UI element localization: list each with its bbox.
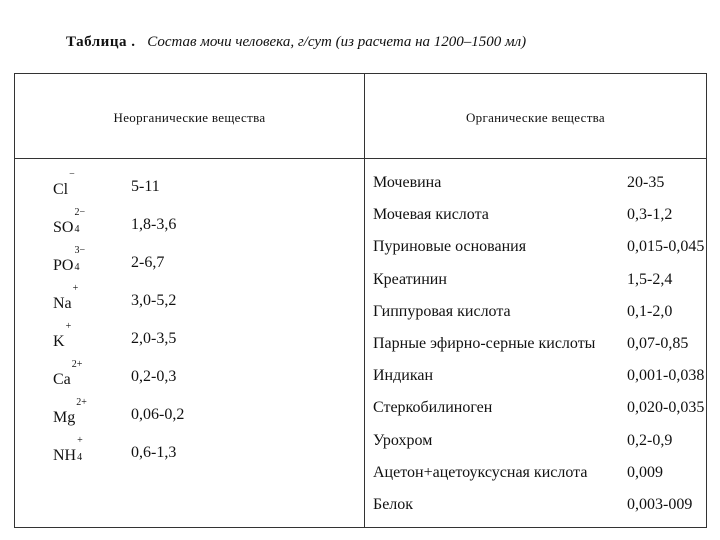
organic-substance-value: 0,3-1,2 [627, 206, 673, 223]
ion-base: Cl [53, 181, 69, 198]
organic-substance-value: 0,001-0,038 [627, 367, 705, 384]
organic-substance-name: Белок [373, 496, 414, 513]
ion-base: K [53, 333, 65, 350]
organic-substance-name: Мочевина [373, 174, 442, 191]
table-header [15, 74, 706, 159]
organic-substance-name: Урохром [373, 432, 433, 449]
ion-value: 3,0-5,2 [131, 292, 177, 309]
ion-charge [71, 359, 85, 384]
ion-subscript: 4 [77, 452, 83, 463]
ion-charge [72, 283, 86, 308]
header-organic: Органические вещества [465, 110, 606, 125]
organic-substance-value: 0,009 [627, 464, 663, 481]
organic-substance-name: Индикан [373, 367, 434, 384]
organic-substance-value: 20-35 [627, 174, 665, 191]
organic-substance-name: Парные эфирно-серные кислоты [373, 335, 596, 352]
organic-substance-value: 0,003-009 [627, 496, 693, 513]
organic-substance-value: 0,1-2,0 [627, 303, 673, 320]
ion-charge [73, 245, 87, 273]
ion-formula [53, 283, 86, 313]
ion-charge [75, 397, 89, 422]
ion-base: PO [53, 257, 74, 274]
ion-base: SO [53, 219, 74, 236]
ion-superscript: 2+ [76, 397, 87, 408]
ion-base: NH [53, 447, 77, 464]
ion-charge [68, 169, 82, 194]
column-divider [364, 74, 365, 527]
ion-superscript: + [72, 283, 79, 294]
ion-value: 0,06-0,2 [131, 406, 185, 423]
caption-text: Состав мочи человека, г/сут (из расчета на 1200–1500 мл) [147, 34, 527, 50]
ion-base: Ca [53, 371, 71, 388]
table-caption [66, 34, 526, 51]
composition-table [14, 73, 707, 528]
organic-substance-value: 0,07-0,85 [627, 335, 689, 352]
ion-superscript: + [77, 435, 83, 446]
ion-base: Na [53, 295, 72, 312]
organic-substance-name: Стеркобилиноген [373, 399, 493, 416]
ion-value: 0,6-1,3 [131, 444, 177, 461]
organic-substance-value: 0,020-0,035 [627, 399, 705, 416]
ion-superscript: 3− [74, 245, 86, 256]
organic-substance-name: Ацетон+ацетоуксусная кислота [373, 464, 588, 481]
ion-formula [53, 245, 87, 275]
organic-substance-name: Гиппуровая кислота [373, 303, 511, 320]
ion-formula [53, 435, 90, 465]
ion-charge [76, 435, 90, 463]
header-inorganic: Неорганические вещества [113, 110, 266, 125]
ion-base: Mg [53, 409, 76, 426]
organic-substance-name: Мочевая кислота [373, 206, 489, 223]
ion-superscript: + [65, 321, 72, 332]
organic-substance-value: 1,5-2,4 [627, 271, 673, 288]
ion-subscript: 4 [74, 262, 80, 273]
ion-superscript: − [69, 169, 75, 180]
ion-superscript: 2− [74, 207, 86, 218]
ion-formula [53, 207, 87, 237]
ion-charge [73, 207, 87, 235]
ion-value: 5-11 [131, 178, 160, 195]
ion-formula [53, 359, 85, 389]
organic-substance-value: 0,015-0,045 [627, 238, 705, 255]
ion-superscript: 2+ [71, 359, 83, 370]
ion-value: 2-6,7 [131, 254, 165, 271]
organic-substance-value: 0,2-0,9 [627, 432, 673, 449]
organic-substance-name: Пуриновые основания [373, 238, 527, 255]
caption-label: Таблица . [66, 34, 136, 50]
ion-formula [53, 397, 89, 427]
ion-formula [53, 169, 82, 199]
ion-value: 1,8-3,6 [131, 216, 177, 233]
ion-value: 2,0-3,5 [131, 330, 177, 347]
ion-charge [65, 321, 79, 346]
ion-value: 0,2-0,3 [131, 368, 177, 385]
organic-substance-name: Креатинин [373, 271, 447, 288]
ion-formula [53, 321, 79, 351]
ion-subscript: 4 [74, 224, 80, 235]
